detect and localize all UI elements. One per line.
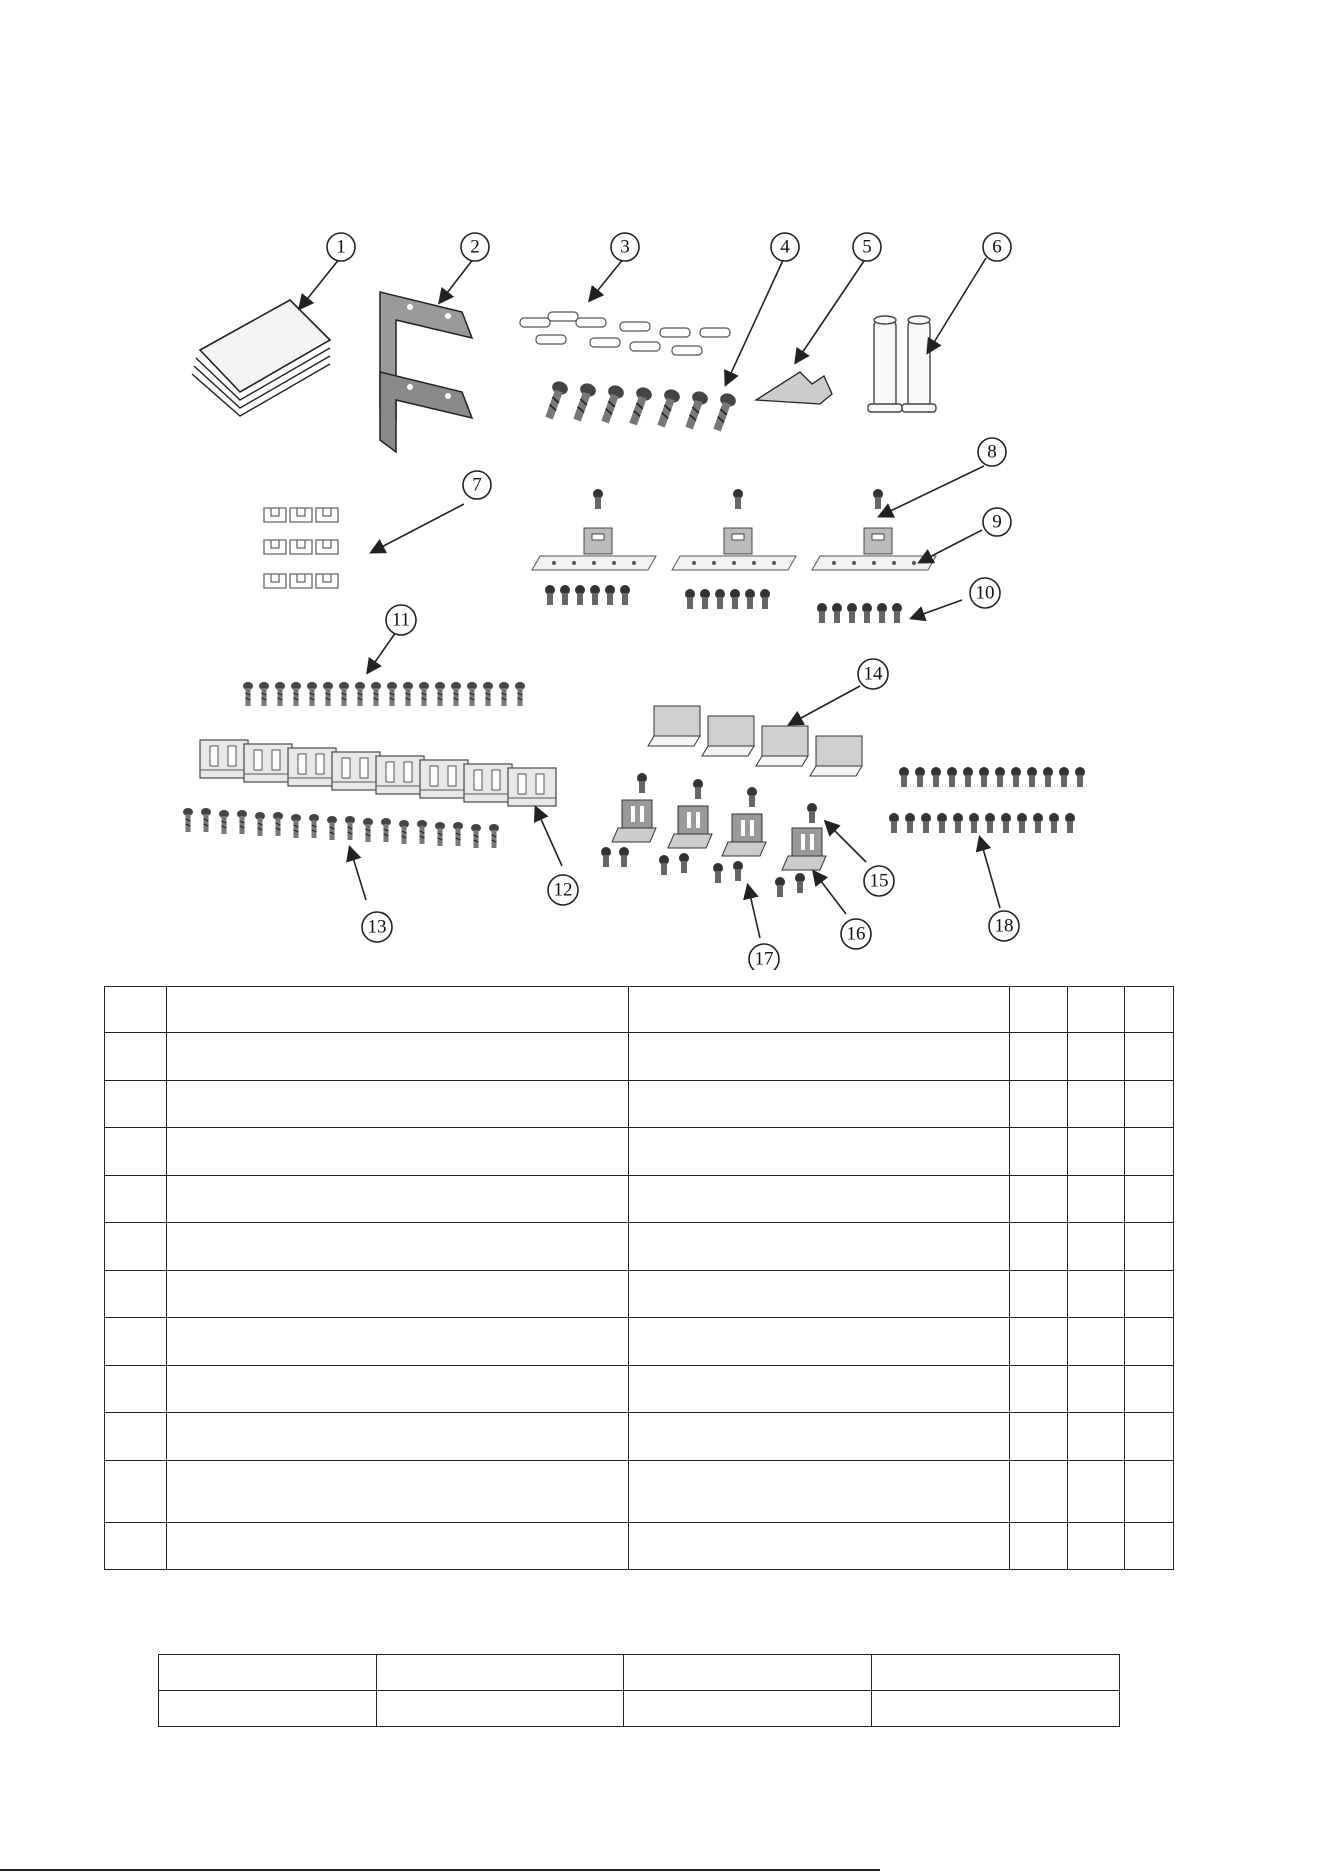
- table-row: [105, 1271, 1174, 1318]
- table-row: [105, 1461, 1174, 1523]
- table-row: [105, 1523, 1174, 1570]
- callout-6: [983, 233, 1011, 261]
- item-3-wall-anchors: [520, 312, 730, 355]
- table-row: [105, 1413, 1174, 1461]
- table-row: [105, 1128, 1174, 1176]
- table-row: [105, 1366, 1174, 1413]
- table-row: [105, 1223, 1174, 1271]
- item-4-lag-bolts: [542, 379, 738, 433]
- parts-table: [104, 986, 1174, 1570]
- svg-text:16: 16: [846, 923, 866, 945]
- item-7-u-shims: [264, 508, 338, 588]
- item-11-long-screws: [243, 682, 525, 706]
- callout-18: [989, 911, 1019, 941]
- svg-text:1: 1: [336, 236, 346, 258]
- table-row: [159, 1655, 1120, 1691]
- callout-17: [749, 944, 779, 970]
- svg-text:9: 9: [992, 511, 1002, 533]
- item-1-pads: [192, 300, 330, 416]
- svg-text:6: 6: [992, 236, 1002, 258]
- callout-3: [611, 233, 639, 261]
- callout-12: [548, 875, 578, 905]
- callout-7: [463, 471, 491, 499]
- callout-10: [970, 578, 1000, 608]
- item-12-mounting-plates: [200, 740, 556, 806]
- table-row: [159, 1691, 1120, 1727]
- svg-text:3: 3: [620, 236, 630, 258]
- callout-8: [978, 438, 1006, 466]
- table-row: [105, 1033, 1174, 1081]
- callout-4: [771, 233, 799, 261]
- footer-rule: [0, 1869, 880, 1871]
- table-row: [105, 1081, 1174, 1128]
- callout-14: [858, 659, 888, 689]
- summary-table: [158, 1654, 1120, 1727]
- callout-5: [853, 233, 881, 261]
- table-row: [105, 1318, 1174, 1366]
- svg-text:10: 10: [975, 582, 995, 604]
- item-14-foot-pads: [648, 706, 862, 776]
- item-6-spacer-tubes: [868, 316, 936, 412]
- svg-text:13: 13: [367, 916, 387, 938]
- item-18-screws: [889, 767, 1085, 833]
- callout-11: [386, 605, 416, 635]
- item-13-machine-screws: [183, 808, 499, 848]
- callout-9: [983, 508, 1011, 536]
- svg-text:12: 12: [553, 879, 573, 901]
- svg-text:14: 14: [863, 663, 883, 685]
- svg-text:18: 18: [994, 915, 1014, 937]
- svg-text:11: 11: [391, 609, 411, 631]
- svg-text:2: 2: [470, 236, 480, 258]
- svg-text:17: 17: [754, 948, 774, 970]
- item-15-16-17-small-brackets: [601, 773, 826, 897]
- callout-15: [864, 866, 894, 896]
- svg-text:7: 7: [472, 474, 482, 496]
- svg-text:15: 15: [869, 870, 889, 892]
- callout-2: [461, 233, 489, 261]
- item-2-l-brackets: [380, 292, 472, 452]
- callout-1: [327, 233, 355, 261]
- svg-text:4: 4: [780, 236, 790, 258]
- table-row: [105, 1176, 1174, 1223]
- svg-text:5: 5: [862, 236, 872, 258]
- callout-13: [362, 912, 392, 942]
- item-5-hex-key-plate: [756, 372, 832, 404]
- item-8-9-10-hanger-sets: [532, 489, 936, 623]
- callout-16: [841, 919, 871, 949]
- table-row: [105, 987, 1174, 1033]
- svg-text:8: 8: [987, 441, 997, 463]
